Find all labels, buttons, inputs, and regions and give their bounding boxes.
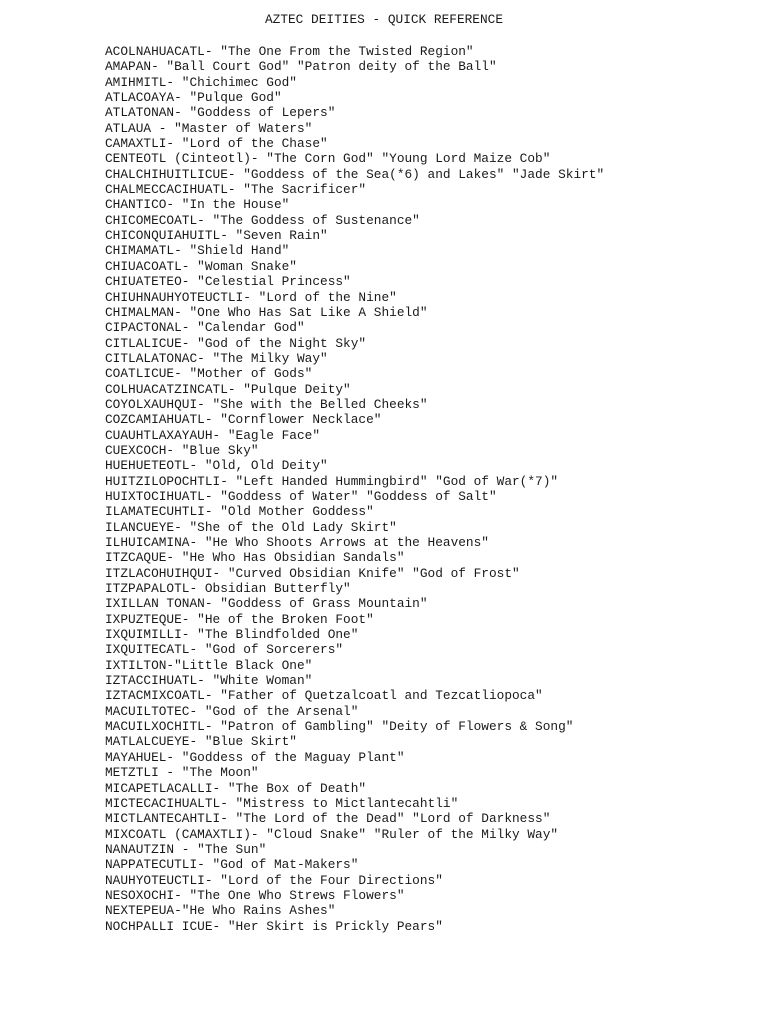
deity-entry: IXQUIMILLI- "The Blindfolded One" — [105, 627, 359, 643]
deity-entry: COZCAMIAHUATL- "Cornflower Necklace" — [105, 412, 382, 428]
deity-entry: CHICOMECOATL- "The Goddess of Sustenance" — [105, 212, 420, 228]
deity-entry: HUIXTOCIHUATL- "Goddess of Water" "Goddess of Salt" — [105, 488, 497, 504]
deity-entry: ILHUICAMINA- "He Who Shoots Arrows at the Heavens" — [105, 535, 489, 550]
deity-entry: HUITZILOPOCHTLI- "Left Handed Hummingbird" "God of War(*7)" — [105, 473, 559, 489]
deity-list — [105, 44, 604, 934]
deity-entry: NESOXOCHI- "The One Who Strews Flowers" — [105, 887, 405, 903]
deity-entry: CUEXCOCH- "Blue Sky" — [105, 442, 259, 458]
deity-entry: CHIUHNAUHYOTEUCTLI- "Lord of the Nine" — [105, 289, 397, 305]
deity-entry: NAUHYOTEUCTLI- "Lord of the Four Directions" — [105, 872, 443, 888]
deity-entry: MACUILXOCHITL- "Patron of Gambling" "Deity of Flowers & Song" — [105, 719, 574, 735]
deity-entry: ILANCUEYE- "She of the Old Lady Skirt" — [105, 519, 397, 535]
deity-entry: ACOLNAHUACATL- "The One From the Twisted Region" — [105, 44, 474, 59]
deity-entry: CHIMALMAN- "One Who Has Sat Like A Shield" — [105, 304, 428, 320]
deity-entry: COYOLXAUHQUI- "She with the Belled Cheeks" — [105, 396, 428, 412]
deity-entry: CAMAXTLI- "Lord of the Chase" — [105, 136, 328, 152]
deity-entry: CENTEOTL (Cinteotl)- "The Corn God" "Young Lord Maize Cob" — [105, 151, 551, 167]
deity-entry: COATLICUE- "Mother of Gods" — [105, 366, 313, 382]
deity-entry: HUEHUETEOTL- "Old, Old Deity" — [105, 458, 328, 474]
deity-entry: ATLATONAN- "Goddess of Lepers" — [105, 105, 336, 121]
deity-entry: ITZCAQUE- "He Who Has Obsidian Sandals" — [105, 550, 405, 566]
deity-entry: MAYAHUEL- "Goddess of the Maguay Plant" — [105, 749, 405, 765]
deity-entry: CITLALICUE- "God of the Night Sky" — [105, 335, 367, 351]
deity-entry: IZTACMIXCOATL- "Father of Quetzalcoatl and Tezcatliopoca" — [105, 688, 543, 704]
deity-entry: METZTLI - "The Moon" — [105, 765, 259, 781]
deity-entry: NEXTEPEUA-"He Who Rains Ashes" — [105, 903, 336, 919]
deity-entry: ILAMATECUHTLI- "Old Mother Goddess" — [105, 504, 374, 520]
deity-entry: IZTACCIHUATL- "White Woman" — [105, 673, 313, 689]
deity-entry: CHALMECCACIHUATL- "The Sacrificer" — [105, 182, 367, 198]
deity-entry: NAPPATECUTLI- "God of Mat-Makers" — [105, 857, 359, 873]
deity-entry: ATLAUA - "Master of Waters" — [105, 120, 313, 136]
deity-entry: CUAUHTLAXAYAUH- "Eagle Face" — [105, 427, 321, 443]
deity-entry: MICTECACIHUALTL- "Mistress to Mictlantecahtli" — [105, 795, 459, 811]
deity-entry: CHIUATETEO- "Celestial Princess" — [105, 274, 351, 290]
deity-entry: CITLALATONAC- "The Milky Way" — [105, 350, 328, 366]
deity-entry: CHIMAMATL- "Shield Hand" — [105, 243, 290, 259]
deity-entry: CHIUACOATL- "Woman Snake" — [105, 258, 297, 274]
deity-entry: CHALCHIHUITLICUE- "Goddess of the Sea(*6) and Lakes" "Jade Skirt" — [105, 166, 605, 182]
deity-entry: ATLACOAYA- "Pulque God" — [105, 90, 282, 106]
deity-entry: CHANTICO- "In the House" — [105, 197, 290, 213]
deity-entry: COLHUACATZINCATL- "Pulque Deity" — [105, 381, 351, 397]
deity-entry: CHICONQUIAHUITL- "Seven Rain" — [105, 228, 328, 244]
deity-entry: AMIHMITL- "Chichimec God" — [105, 74, 297, 90]
deity-entry: NOCHPALLI ICUE- "Her Skirt is Prickly Pears" — [105, 918, 443, 934]
deity-entry: ITZPAPALOTL- Obsidian Butterfly" — [105, 581, 351, 597]
deity-entry: MACUILTOTEC- "God of the Arsenal" — [105, 703, 359, 719]
deity-entry: IXPUZTEQUE- "He of the Broken Foot" — [105, 611, 374, 627]
deity-entry: AMAPAN- "Ball Court God" "Patron deity of the Ball" — [105, 59, 497, 75]
deity-entry: IXQUITECATL- "God of Sorcerers" — [105, 642, 344, 658]
deity-entry: IXTILTON-"Little Black One" — [105, 657, 313, 673]
deity-entry: MICTLANTECAHTLI- "The Lord of the Dead" "Lord of Darkness" — [105, 811, 551, 827]
deity-entry: IXILLAN TONAN- "Goddess of Grass Mountain" — [105, 596, 428, 612]
document-title: AZTEC DEITIES - QUICK REFERENCE — [264, 12, 504, 27]
deity-entry: ITZLACOHUIHQUI- "Curved Obsidian Knife" "God of Frost" — [105, 565, 520, 581]
deity-entry: MIXCOATL (CAMAXTLI)- "Cloud Snake" "Ruler of the Milky Way" — [105, 826, 559, 842]
deity-entry: MICAPETLACALLI- "The Box of Death" — [105, 780, 367, 796]
deity-entry: NANAUTZIN - "The Sun" — [105, 841, 267, 857]
deity-entry: MATLALCUEYE- "Blue Skirt" — [105, 734, 297, 750]
deity-entry: CIPACTONAL- "Calendar God" — [105, 320, 305, 336]
